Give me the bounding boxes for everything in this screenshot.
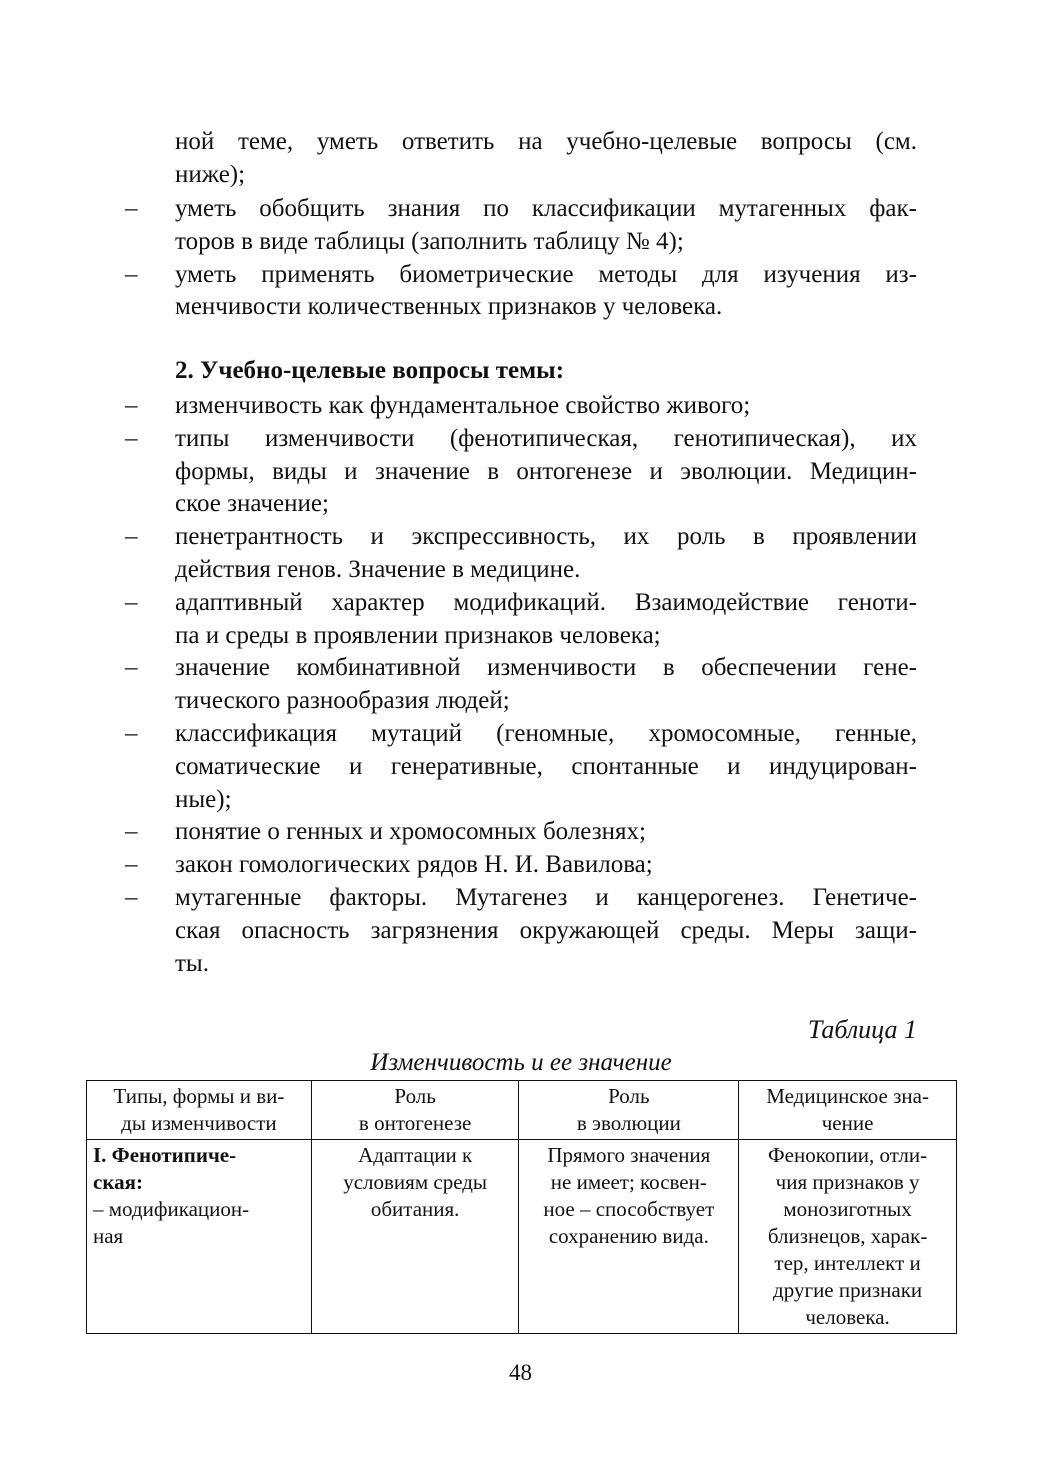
list-item [125, 882, 917, 980]
list-item-line: ты. [175, 949, 209, 977]
list-item-line: мутагенные факторы. Мутагенез и канцерогенез. Генетиче- [175, 883, 917, 911]
dash-bullet: – [125, 719, 138, 747]
list-item-line: ные); [175, 785, 232, 813]
list-item-line: ское значение; [175, 490, 329, 518]
variability-table [86, 1080, 957, 1334]
table-cell [311, 1140, 519, 1334]
header-line: чение [821, 1111, 874, 1135]
header-line: Роль [608, 1084, 650, 1108]
list-item [125, 849, 917, 882]
cell-line: Фенокопии, отли- [768, 1143, 928, 1167]
cell-line: близнецов, харак- [767, 1224, 928, 1248]
dash-bullet: – [125, 654, 138, 682]
cell-line: – модификацион- [93, 1197, 250, 1221]
list-item [125, 816, 917, 849]
list-item-line: уметь применять биометрические методы для изучения из- [175, 260, 917, 288]
cell-line: не имеет; косвен- [550, 1170, 707, 1194]
list-item-line: торов в виде таблицы (заполнить таблицу № 4); [175, 227, 684, 255]
dash-bullet: – [125, 818, 138, 846]
cell-line: сохранению вида. [548, 1224, 709, 1248]
table-header-cell [87, 1081, 312, 1140]
list-item-line: пенетрантность и экспрессивность, их роль в проявлении [175, 523, 917, 551]
intro-line: ной теме, уметь ответить на учебно-целевые вопросы (см. [175, 128, 917, 155]
header-line: Типы, формы и ви- [113, 1084, 285, 1108]
cell-line: ная [93, 1224, 124, 1248]
table-cell [87, 1140, 312, 1334]
list-item-line: адаптивный характер модификаций. Взаимодействие геноти- [175, 588, 917, 616]
list-item-line: па и среды в проявлении признаков человека; [175, 621, 661, 649]
cell-line: чия признаков у [775, 1170, 920, 1194]
cell-line: тер, интеллект и [774, 1251, 921, 1275]
table-cell [739, 1140, 957, 1334]
table-header-cell [739, 1081, 957, 1140]
list-item [125, 259, 917, 325]
header-line: в онтогенезе [358, 1111, 472, 1135]
intro-line: ниже); [175, 160, 246, 188]
cell-line: обитания. [370, 1197, 460, 1221]
list-item [125, 193, 917, 259]
list-item-line: понятие о генных и хромосомных болезнях; [175, 818, 646, 846]
list-item-line: изменчивость как фундаментальное свойство живого; [175, 392, 751, 419]
header-line: в эволюции [576, 1111, 681, 1135]
cell-line: I. Фенотипиче- [93, 1143, 237, 1167]
table-header-cell [311, 1081, 519, 1140]
cell-line: Прямого значения [547, 1143, 711, 1167]
header-line: Роль [394, 1084, 436, 1108]
page-number: 48 [509, 1360, 532, 1385]
list-item [125, 390, 917, 423]
list-item-line: менчивости количественных признаков у человека. [175, 293, 723, 321]
list-item [125, 652, 917, 718]
cell-line: монозиготных [783, 1197, 912, 1221]
list-item-line: значение комбинативной изменчивости в обеспечении гене- [175, 654, 917, 682]
list-item-line: ская опасность загрязнения окружающей среды. Меры защи- [175, 916, 917, 944]
cell-line: другие признаки [773, 1278, 923, 1302]
header-line: Медицинское зна- [766, 1084, 929, 1108]
dash-bullet: – [125, 523, 138, 551]
list-item [125, 718, 917, 816]
list-item-line: закон гомологических рядов Н. И. Вавилова; [175, 851, 653, 879]
table-cell [519, 1140, 739, 1334]
list-item [125, 587, 917, 653]
table-header-cell [519, 1081, 739, 1140]
list-item-line: уметь обобщить знания по классификации мутагенных фак- [175, 195, 917, 222]
table-caption: Таблица 1 [807, 1015, 917, 1044]
cell-line: ное – способствует [543, 1197, 715, 1221]
list-item [125, 521, 917, 587]
intro-paragraph [175, 126, 917, 192]
cell-line: ская: [93, 1170, 143, 1194]
dash-bullet: – [125, 195, 138, 222]
skills-list [125, 193, 917, 324]
section-heading: 2. Учебно-целевые вопросы темы: [175, 357, 565, 384]
table-row [87, 1140, 957, 1334]
dash-bullet: – [125, 883, 138, 911]
list-item-line: действия генов. Значение в медицине. [175, 555, 581, 583]
list-item-line: формы, виды и значение в онтогенезе и эволюции. Медицин- [175, 457, 917, 485]
dash-bullet: – [125, 588, 138, 616]
cell-line: человека. [805, 1305, 890, 1329]
dash-bullet: – [125, 424, 138, 452]
list-item-line: классификация мутаций (геномные, хромосомные, генные, [175, 719, 917, 747]
dash-bullet: – [125, 392, 138, 419]
header-line: ды изменчивости [121, 1111, 277, 1135]
list-item-line: тического разнообразия людей; [175, 687, 510, 715]
dash-bullet: – [125, 851, 138, 879]
list-item-line: соматические и генеративные, спонтанные и индуцирован- [175, 752, 917, 780]
dash-bullet: – [125, 260, 138, 288]
cell-line: условиям среды [343, 1170, 488, 1194]
questions-list [125, 390, 917, 980]
cell-line: Адаптации к [358, 1143, 473, 1167]
table-header-row [87, 1081, 957, 1140]
list-item [125, 423, 917, 521]
list-item-line: типы изменчивости (фенотипическая, генотипическая), их [175, 424, 917, 452]
table-title: Изменчивость и ее значение [370, 1049, 672, 1076]
